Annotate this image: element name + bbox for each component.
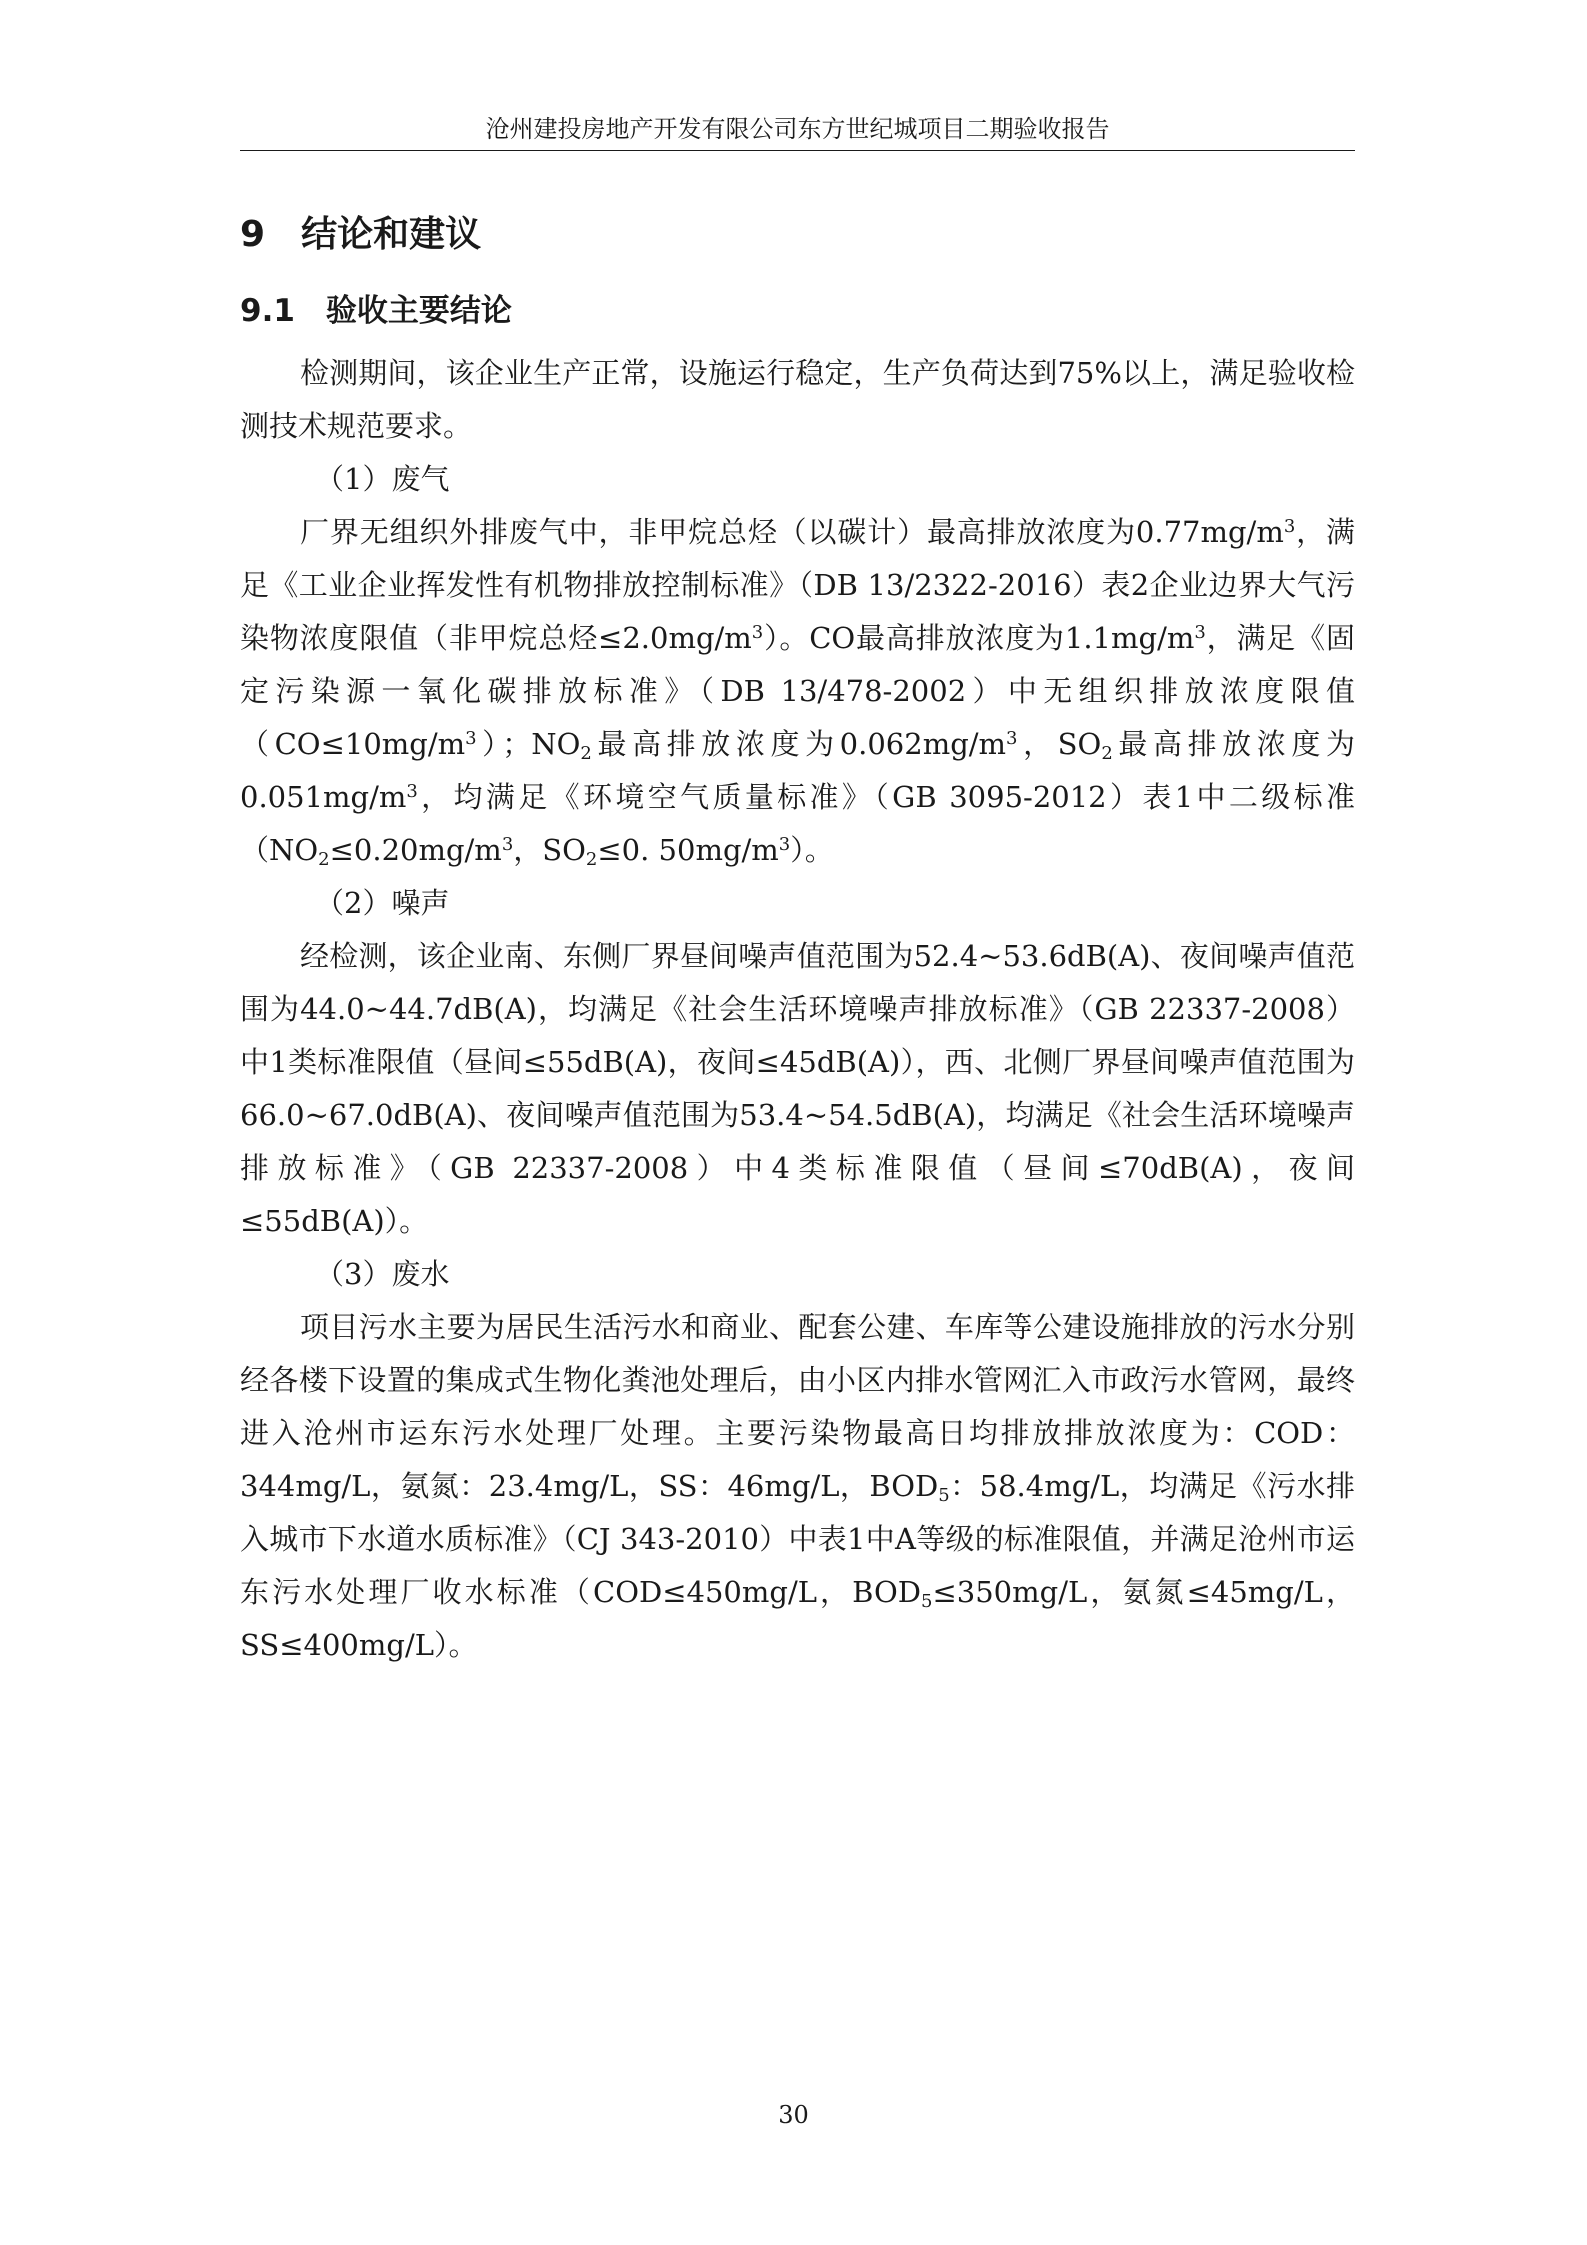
section-title: 结论和建议 [301, 214, 482, 255]
header-divider [240, 150, 1355, 151]
intro-paragraph: 检测期间，该企业生产正常，设施运行稳定，生产负荷达到75%以上，满足验收检测技术规范要求。 [240, 356, 1355, 443]
section-number: 9 [240, 214, 266, 255]
section-heading [240, 205, 1355, 265]
water-paragraph: 项目污水主要为居民生活污水和商业、配套公建、车库等公建设施排放的污水分别经各楼下设置的集成式生物化粪池处理后，由小区内排水管网汇入市政污水管网，最终进入沧州市运东污水处理厂处理。主要污染物最高日均排放排放浓度为：COD：344mg/L，氨氮：23.4mg/L，SS：46mg/L，$BOD_5$：58.4mg/L，均满足《污水排入城市下水道水质标准》（CJ 343-2010）中表1中A等级的标准限值，并满足沧州市运东污水处理厂收水标准（COD≤450mg/L，$BOD_5\le 350mg/L$，氨氮≤45mg/L，SS≤400mg/L）。 [240, 1310, 1355, 1662]
noise-heading: （2）噪声 [315, 886, 450, 920]
water-heading: （3）废水 [315, 1257, 450, 1291]
page-content [240, 205, 1355, 1672]
gas-paragraph: 厂界无组织外排废气中，非甲烷总烃（以碳计）最高排放浓度为$0.77mg/m^3$，满足《工业企业挥发性有机物排放控制标准》（DB 13/2322-2016）表2企业边界大气污染物浓度限值（非甲烷总烃$\le 2.0mg/m^3$）。CO最高排放浓度为$1.1mg/m^3$，满足《固定污染源一氧化碳排放标准》（DB 13/478-2002）中无组织排放浓度限值$(CO\le 10mg/m^3)$；$NO_2$最高排放浓度为$0.062mg/m^3$，$SO_2$最高排放浓度为$0.051mg/m^3$，均满足《环境空气质量标准》（GB 3095-2012）表1中二级标准（$NO_2\le 0.20mg/m^3$，$SO_2\le 0$. $50mg/m^3$）。 [240, 515, 1355, 870]
page-number: 30 [778, 2101, 809, 2129]
running-header: 沧州建投房地产开发有限公司东方世纪城项目二期验收报告 [485, 115, 1110, 143]
noise-paragraph: 经检测，该企业南、东侧厂界昼间噪声值范围为52.4~53.6dB(A)、夜间噪声值范围为44.0~44.7dB(A)，均满足《社会生活环境噪声排放标准》（GB 22337-2008）中1类标准限值（昼间≤55dB(A)，夜间≤45dB(A)），西、北侧厂界昼间噪声值范围为66.0~67.0dB(A)、夜间噪声值范围为53.4~54.5dB(A)，均满足《社会生活环境噪声排放标准》（GB 22337-2008）中4类标准限值（昼间≤70dB(A)，夜间≤55dB(A)）。 [240, 939, 1355, 1238]
subsection-heading [240, 285, 1355, 337]
subsection-title: 验收主要结论 [325, 293, 512, 329]
subsection-number: 9.1 [240, 293, 295, 329]
gas-heading: （1）废气 [315, 462, 450, 496]
